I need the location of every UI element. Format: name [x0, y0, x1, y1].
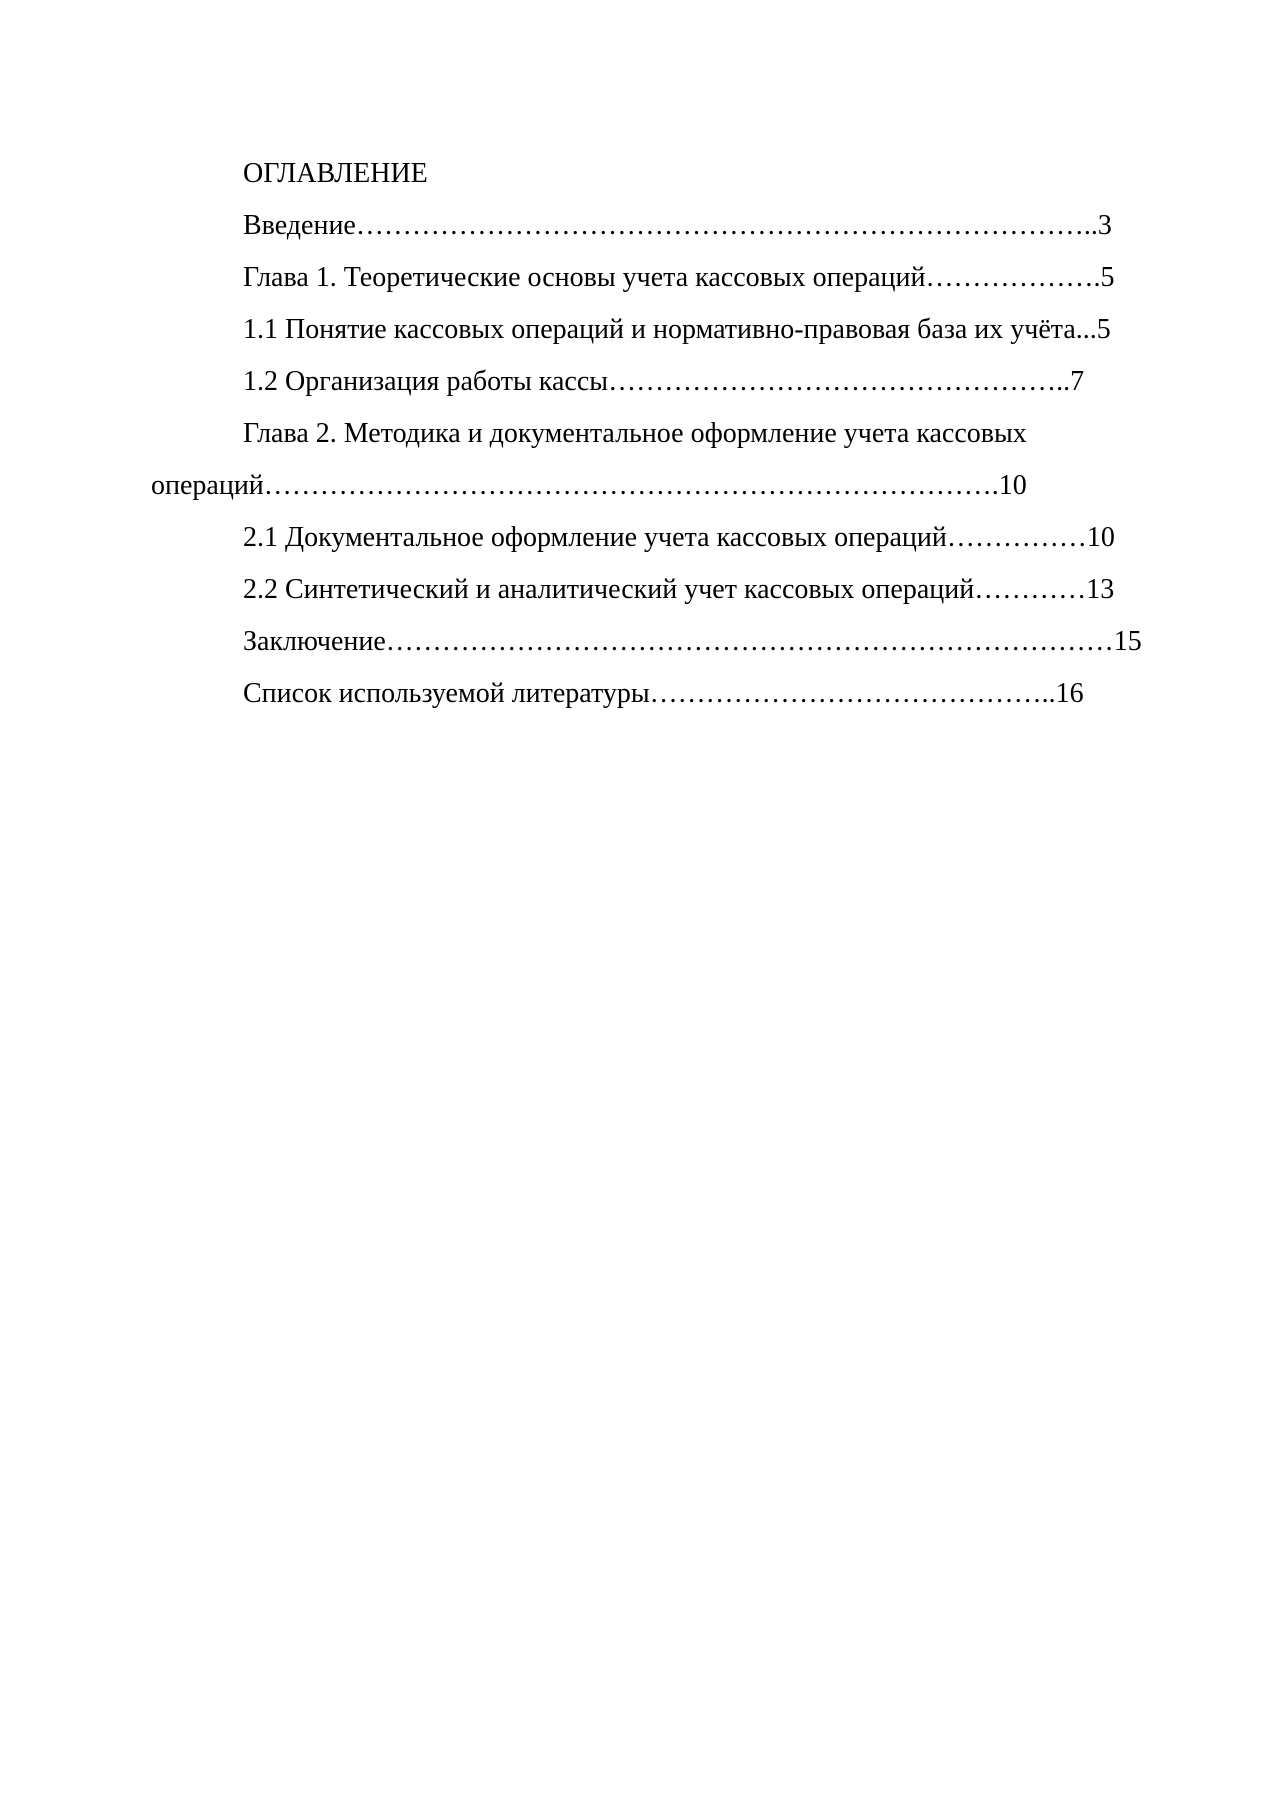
toc-entry-introduction: Введение……………………………………………………………………..3 [243, 210, 1112, 241]
toc-entry-section-2-2: 2.2 Синтетический и аналитический учет кассовых операций…………13 [243, 574, 1115, 605]
toc-entry-section-1-2: 1.2 Организация работы кассы…………………………………………..7 [243, 366, 1085, 397]
toc-entry-chapter-2: Глава 2. Методика и документальное оформление учета кассовых [243, 418, 1027, 449]
toc-title: ОГЛАВЛЕНИЕ [243, 158, 428, 189]
toc-entry-references: Список используемой литературы……………………………………..16 [243, 678, 1084, 709]
toc-entry-conclusion: Заключение……………………………………………………………………15 [243, 626, 1142, 657]
toc-entry-chapter-1: Глава 1. Теоретические основы учета кассовых операций……………….5 [243, 262, 1115, 293]
toc-entry-chapter-2-continued: операций…………………………………………………………………….10 [151, 470, 1027, 501]
table-of-contents [151, 148, 1181, 720]
toc-entry-section-1-1: 1.1 Понятие кассовых операций и нормативно-правовая база их учёта...5 [243, 314, 1111, 345]
toc-entry-section-2-1: 2.1 Документальное оформление учета кассовых операций……………10 [243, 522, 1115, 553]
